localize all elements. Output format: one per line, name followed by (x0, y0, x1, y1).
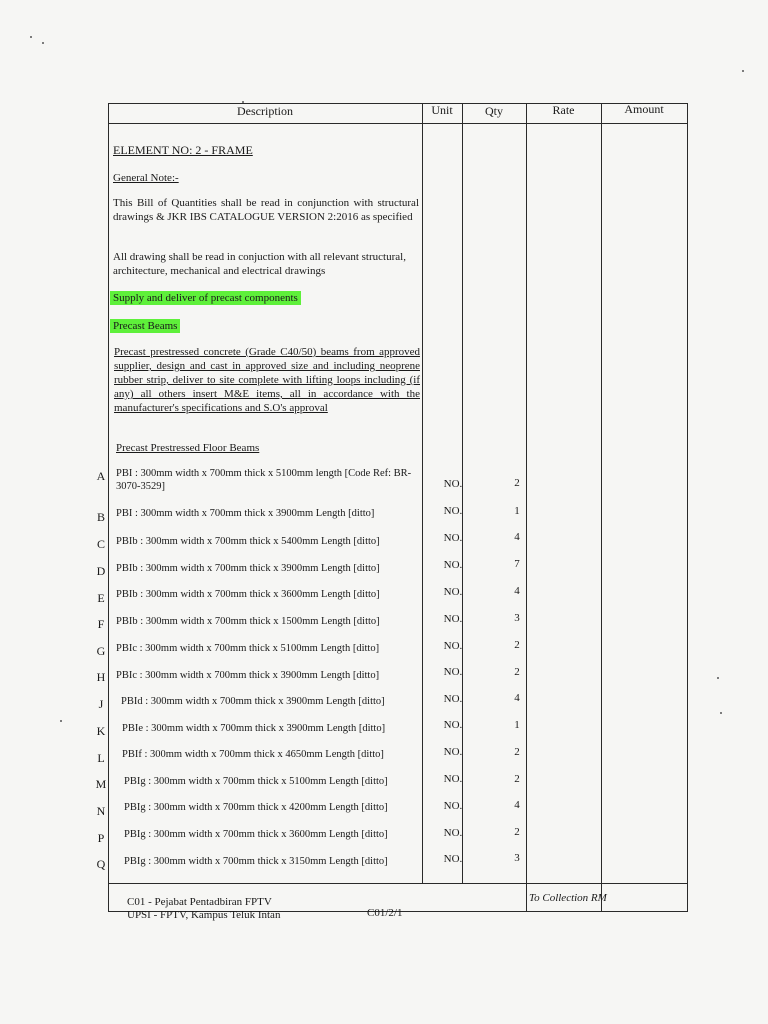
section-heading (110, 291, 301, 305)
general-note-2: All drawing shall be read in conjuction with all relevant structural, architecture, mechanical and electrical drawings (113, 251, 406, 277)
beam-description: Precast prestressed concrete (Grade C40/50) beams from approved supplier, design and cast in approved size and including neoprene rubber strip, deliver to site complete with lifting loops including (if any) all others insert M&E items, all in accordance with the manufacturer's specifications and S.O's approval (114, 346, 420, 414)
footer-page-ref: C01/2/1 (367, 907, 403, 919)
col-header-amount: Amount (624, 102, 664, 116)
item-qty: 3 (514, 612, 520, 624)
item-qty: 7 (514, 558, 520, 570)
item-unit: NO. (443, 693, 463, 705)
item-description: PBIb : 300mm width x 700mm thick x 3600mm Length [ditto] (116, 589, 380, 600)
item-qty: 4 (514, 799, 520, 811)
item-letter: A (96, 469, 106, 483)
item-letter: N (96, 804, 106, 818)
scan-speck (30, 36, 32, 38)
item-qty: 2 (514, 639, 520, 651)
element-title: ELEMENT NO: 2 - FRAME (113, 143, 253, 157)
item-unit: NO. (443, 559, 463, 571)
item-qty: 1 (514, 719, 520, 731)
item-unit: NO. (443, 827, 463, 839)
item-unit: NO. (443, 773, 463, 785)
general-note-1: This Bill of Quantities shall be read in conjunction with structural drawings & JKR IBS CATALOGUE VERSION 2:2016 as specified (113, 197, 419, 223)
subsection-heading-text: Precast Beams (110, 319, 180, 333)
item-description: PBIg : 300mm width x 700mm thick x 3600mm Length [ditto] (124, 829, 388, 840)
item-unit: NO. (443, 532, 463, 544)
item-description: PBIf : 300mm width x 700mm thick x 4650mm Length [ditto] (122, 749, 384, 760)
item-qty: 3 (514, 852, 520, 864)
item-qty: 4 (514, 692, 520, 704)
item-description: PBIc : 300mm width x 700mm thick x 3900mm Length [ditto] (116, 670, 380, 681)
item-unit: NO. (443, 746, 463, 758)
floor-beams-title: Precast Prestressed Floor Beams (116, 442, 260, 454)
scan-speck (42, 42, 44, 44)
general-note-title: General Note:- (113, 172, 179, 184)
item-description: PBIb : 300mm width x 700mm thick x 3900mm Length [ditto] (116, 563, 380, 574)
item-unit: NO. (443, 613, 463, 625)
scan-speck (742, 70, 744, 72)
item-letter: D (96, 564, 106, 578)
item-description: PBId : 300mm width x 700mm thick x 3900mm Length [ditto] (121, 696, 385, 707)
item-qty: 4 (514, 531, 520, 543)
item-letter: M (95, 777, 107, 791)
col-header-description: Description (237, 104, 293, 118)
item-qty: 1 (514, 505, 520, 517)
item-unit: NO. (443, 505, 463, 517)
item-unit: NO. (443, 586, 463, 598)
item-unit: NO. (443, 640, 463, 652)
item-description: PBIb : 300mm width x 700mm thick x 1500mm Length [ditto] (116, 616, 380, 627)
item-unit: NO. (443, 800, 463, 812)
item-unit: NO. (443, 853, 463, 865)
item-qty: 2 (514, 666, 520, 678)
scan-speck (720, 712, 722, 714)
footer-line-1: C01 - Pejabat Pentadbiran FPTV (127, 896, 272, 908)
item-letter: B (96, 510, 105, 524)
item-unit: NO. (443, 719, 463, 731)
to-collection-label: To Collection RM (529, 892, 607, 904)
scan-speck (717, 677, 719, 679)
item-description: PBIb : 300mm width x 700mm thick x 5400mm Length [ditto] (116, 536, 380, 547)
item-description: PBI : 300mm width x 700mm thick x 5100mm length [Code Ref: BR-3070-3529] (116, 468, 412, 492)
item-qty: 4 (514, 585, 520, 597)
item-qty: 2 (514, 773, 520, 785)
item-qty: 2 (514, 826, 520, 838)
item-unit: NO. (443, 666, 463, 678)
item-qty: 2 (514, 746, 520, 758)
item-letter: J (98, 697, 104, 711)
item-letter: L (97, 751, 105, 765)
item-letter: E (97, 591, 105, 605)
item-description: PBIc : 300mm width x 700mm thick x 5100mm Length [ditto] (116, 643, 380, 654)
item-description: PBIe : 300mm width x 700mm thick x 3900mm Length [ditto] (122, 723, 386, 734)
item-unit: NO. (443, 478, 463, 490)
item-description: PBIg : 300mm width x 700mm thick x 5100mm Length [ditto] (124, 776, 388, 787)
col-header-unit: Unit (431, 103, 453, 117)
item-letter: G (96, 644, 106, 658)
scan-speck (60, 720, 62, 722)
item-letter: F (97, 617, 105, 631)
subsection-heading (110, 319, 180, 333)
scan-speck (242, 101, 244, 103)
item-letter: K (96, 724, 106, 738)
section-heading-text: Supply and deliver of precast components (110, 291, 301, 305)
item-description: PBIg : 300mm width x 700mm thick x 4200mm Length [ditto] (124, 802, 388, 813)
col-header-rate: Rate (552, 103, 575, 117)
item-letter: C (96, 537, 105, 551)
item-letter: P (97, 831, 105, 845)
item-letter: H (96, 670, 106, 684)
item-description: PBI : 300mm width x 700mm thick x 3900mm Length [ditto] (116, 508, 375, 519)
item-qty: 2 (514, 477, 520, 489)
item-letter: Q (96, 857, 106, 871)
item-description: PBIg : 300mm width x 700mm thick x 3150mm Length [ditto] (124, 856, 388, 867)
footer-line-2: UPSI - FPTV, Kampus Teluk Intan (127, 909, 281, 921)
col-header-qty: Qty (485, 104, 503, 118)
